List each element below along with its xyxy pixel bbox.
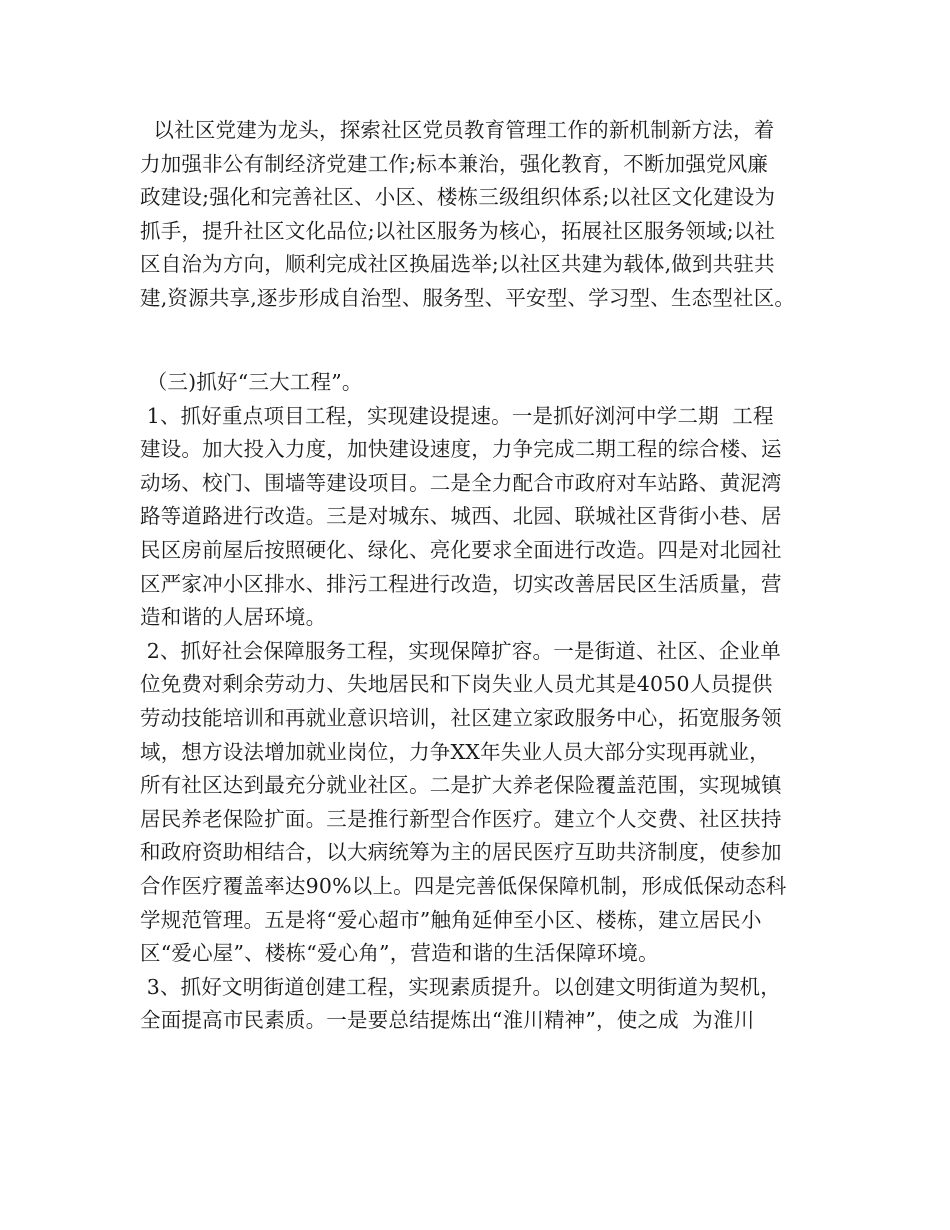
text-line: 1、抓好重点项目工程，实现建设提速。一是抓好浏河中学二期 工程 <box>140 403 774 428</box>
text-line: 建,资源共享,逐步形成自治型、服务型、平安型、学习型、生态型社区。 <box>140 285 796 310</box>
text-line: 政建设;强化和完善社区、小区、楼栋三级组织体系;以社区文化建设为 <box>140 185 776 210</box>
text-line: 劳动技能培训和再就业意识培训，社区建立家政服务中心，拓宽服务领 <box>140 705 782 730</box>
text-line: 域，想方设法增加就业岗位，力争XX年失业人员大部分实现再就业， <box>140 739 770 764</box>
text-line: 学规范管理。五是将“爱心超市”触角延伸至小区、楼栋，建立居民小 <box>140 907 762 932</box>
text-line: 区严家冲小区排水、排污工程进行改造，切实改善居民区生活质量，营 <box>140 571 782 596</box>
text-line: 民区房前屋后按照硬化、绿化、亮化要求全面进行改造。四是对北园社 <box>140 537 782 562</box>
text-line: 建设。加大投入力度，加快建设速度，力争完成二期工程的综合楼、运 <box>140 437 782 462</box>
text-line: 以社区党建为龙头，探索社区党员教育管理工作的新机制新方法，着 <box>140 118 775 142</box>
section-heading: （三)抓好“三大工程”。 <box>140 370 363 394</box>
text-line: 合作医疗覆盖率达90%以上。四是完善低保保障机制，形成低保动态科 <box>140 873 787 898</box>
text-line: 3、抓好文明街道创建工程，实现素质提升。以创建文明街道为契机， <box>140 974 781 999</box>
text-line: 动场、校门、围墙等建设项目。二是全力配合市政府对车站路、黄泥湾 <box>140 470 782 495</box>
text-line: 所有社区达到最充分就业社区。二是扩大养老保险覆盖范围，实现城镇 <box>140 773 782 798</box>
text-line: 全面提高市民素质。一是要总结提炼出“淮川精神”，使之成 为淮川 <box>140 1008 755 1033</box>
text-line: 区“爱心屋”、楼栋“爱心角”，营造和谐的生活保障环境。 <box>140 941 659 966</box>
text-line: 路等道路进行改造。三是对城东、城西、北园、联城社区背街小巷、居 <box>140 504 782 529</box>
text-line: 居民养老保险扩面。三是推行新型合作医疗。建立个人交费、社区扶持 <box>140 806 782 831</box>
text-line: 2、抓好社会保障服务工程，实现保障扩容。一是街道、社区、企业单 <box>140 638 781 663</box>
text-line: 区自治为方向，顺利完成社区换届选举;以社区共建为载体,做到共驻共 <box>140 252 775 277</box>
text-line: 和政府资助相结合，以大病统筹为主的居民医疗互助共济制度，使参加 <box>140 840 782 865</box>
text-line: 力加强非公有制经济党建工作;标本兼治，强化教育，不断加强党风廉 <box>140 151 769 176</box>
text-line: 造和谐的人居环境。 <box>140 605 327 630</box>
text-line <box>140 1038 840 1072</box>
paragraph-party-building <box>140 114 840 316</box>
text-line: 抓手，提升社区文化品位;以社区服务为核心，拓展社区服务领域;以社 <box>140 218 776 243</box>
section-three-projects <box>140 366 840 1071</box>
text-line: 位免费对剩余劳动力、失地居民和下岗失业人员尤其是4050人员提供 <box>140 672 773 697</box>
